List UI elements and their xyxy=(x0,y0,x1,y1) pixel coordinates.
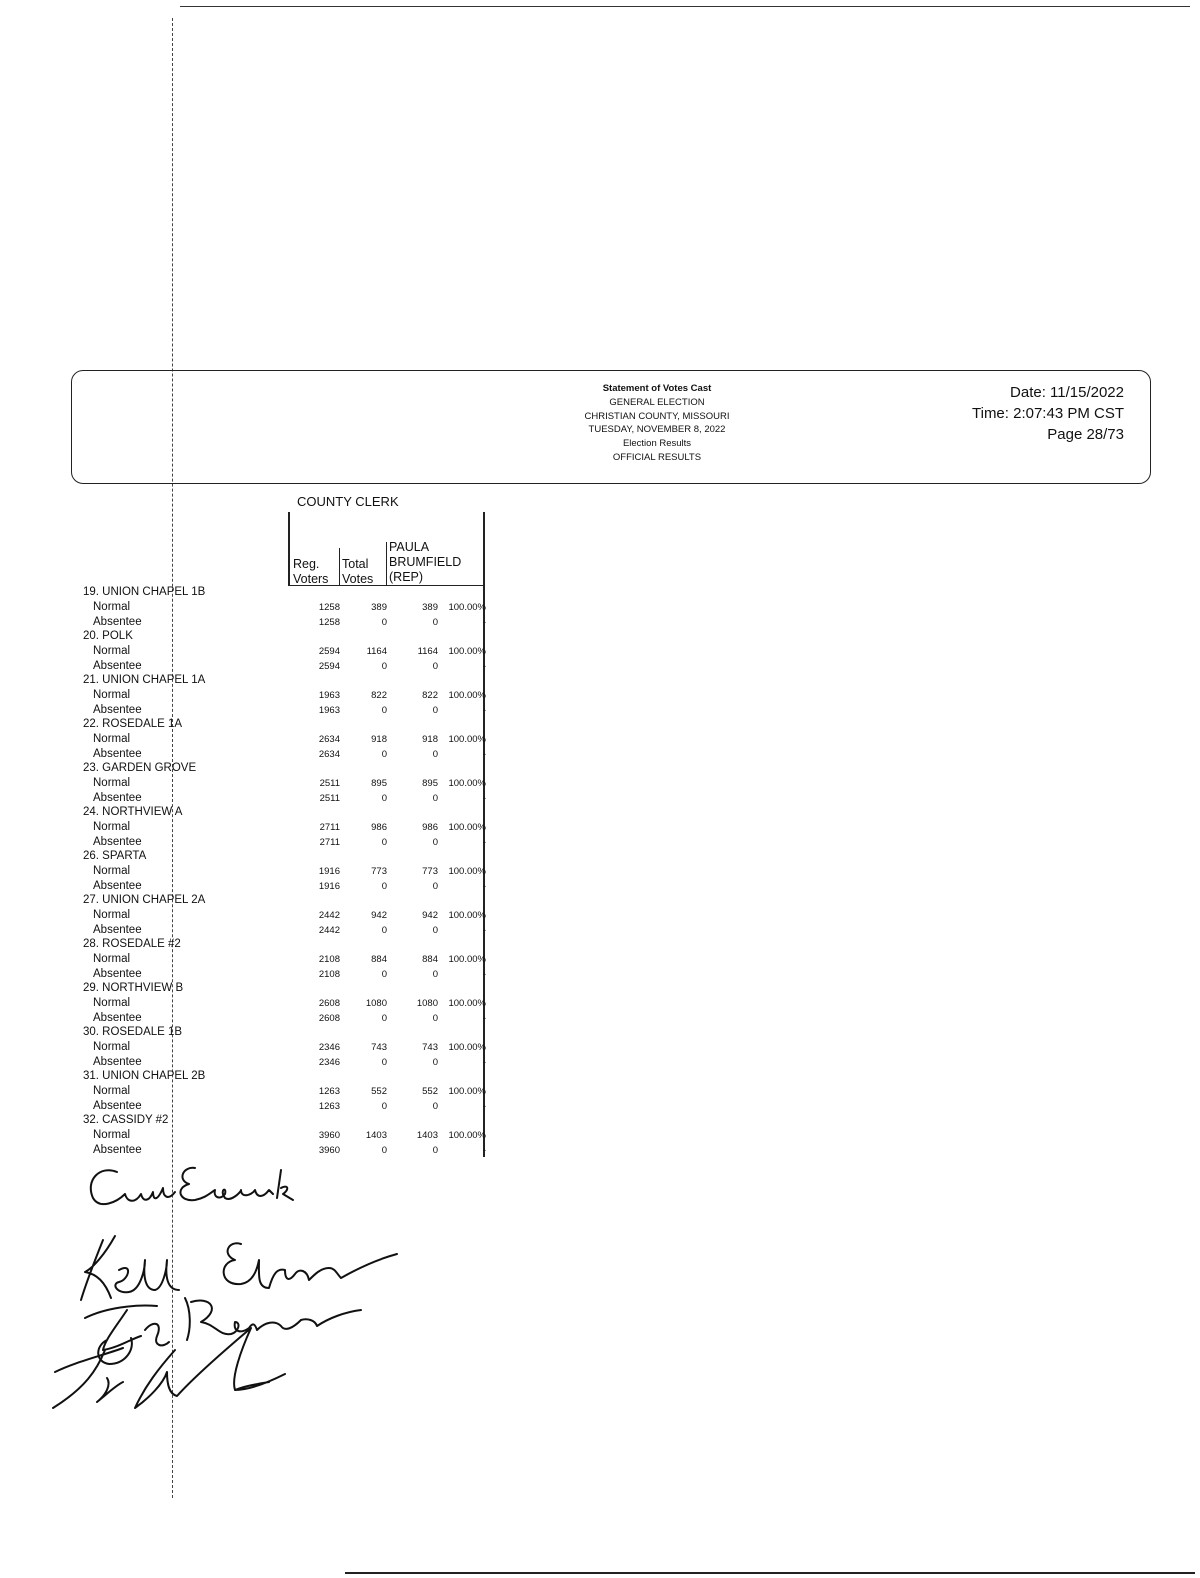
row-label-normal: Normal xyxy=(93,689,131,701)
candidate-votes-value: 986 xyxy=(422,822,438,833)
precinct-name: 32. CASSIDY #2 xyxy=(83,1114,169,1126)
precinct-name: 20. POLK xyxy=(83,630,133,642)
total-votes-value: 0 xyxy=(381,925,387,936)
precinct-block xyxy=(0,982,1200,1026)
reg-voters-value: 1963 xyxy=(318,705,340,716)
candidate-percent-value: - xyxy=(482,1101,486,1112)
total-votes-value: 0 xyxy=(381,793,387,804)
column-divider xyxy=(386,542,387,585)
candidate-votes-value: 1403 xyxy=(416,1130,438,1141)
reg-voters-value: 1263 xyxy=(318,1101,340,1112)
total-votes-value: 942 xyxy=(371,910,387,921)
total-votes-value: 0 xyxy=(381,1101,387,1112)
candidate-percent-value: 100.00% xyxy=(448,602,486,613)
row-label-normal: Normal xyxy=(93,1041,131,1053)
candidate-votes-value: 0 xyxy=(432,617,438,628)
scan-edge-top xyxy=(180,6,1190,7)
row-label-normal: Normal xyxy=(93,1129,131,1141)
row-label-absentee: Absentee xyxy=(93,616,142,628)
reg-voters-value: 2346 xyxy=(318,1042,340,1053)
candidate-percent-value: 100.00% xyxy=(448,1042,486,1053)
row-label-normal: Normal xyxy=(93,601,131,613)
total-votes-value: 773 xyxy=(371,866,387,877)
total-votes-value: 743 xyxy=(371,1042,387,1053)
candidate-percent-value: 100.00% xyxy=(448,778,486,789)
header-line: GENERAL ELECTION xyxy=(609,396,705,408)
candidate-votes-value: 1080 xyxy=(416,998,438,1009)
candidate-percent-value: 100.00% xyxy=(448,646,486,657)
candidate-votes-value: 0 xyxy=(432,1101,438,1112)
reg-voters-value: 2634 xyxy=(318,734,340,745)
reg-voters-value: 2634 xyxy=(318,749,340,760)
header-line: OFFICIAL RESULTS xyxy=(612,451,702,463)
precinct-block xyxy=(0,894,1200,938)
reg-voters-value: 2442 xyxy=(318,910,340,921)
table-left-border xyxy=(288,512,290,585)
total-votes-value: 0 xyxy=(381,661,387,672)
candidate-percent-value: 100.00% xyxy=(448,866,486,877)
precinct-block xyxy=(0,586,1200,630)
candidate-votes-value: 552 xyxy=(422,1086,438,1097)
signature-lisa-reuse xyxy=(85,1298,361,1364)
row-label-absentee: Absentee xyxy=(93,1056,142,1068)
row-label-normal: Normal xyxy=(93,909,131,921)
row-label-absentee: Absentee xyxy=(93,1100,142,1112)
candidate-percent-value: - xyxy=(482,1145,486,1156)
candidate-votes-value: 0 xyxy=(432,661,438,672)
total-votes-value: 1164 xyxy=(366,646,387,657)
reg-voters-value: 2711 xyxy=(319,837,340,848)
total-votes-value: 0 xyxy=(381,705,387,716)
candidate-votes-value: 895 xyxy=(422,778,438,789)
row-label-normal: Normal xyxy=(93,645,131,657)
candidate-votes-value: 743 xyxy=(422,1042,438,1053)
column-candidate: PAULA BRUMFIELD (REP) xyxy=(389,540,462,584)
signatures-image xyxy=(45,1150,405,1420)
header-line: TUESDAY, NOVEMBER 8, 2022 xyxy=(588,424,726,436)
row-label-absentee: Absentee xyxy=(93,924,142,936)
candidate-votes-value: 0 xyxy=(432,1057,438,1068)
candidate-percent-value: - xyxy=(482,705,486,716)
row-label-absentee: Absentee xyxy=(93,748,142,760)
reg-voters-value: 1263 xyxy=(318,1086,340,1097)
precinct-block xyxy=(0,806,1200,850)
candidate-percent-value: 100.00% xyxy=(448,998,486,1009)
report-meta xyxy=(972,382,1124,445)
page-number: Page 28/73 xyxy=(1047,426,1124,443)
header-line: Statement of Votes Cast xyxy=(602,383,712,394)
reg-voters-value: 2108 xyxy=(318,954,340,965)
reg-voters-value: 2711 xyxy=(319,822,340,833)
precinct-name: 21. UNION CHAPEL 1A xyxy=(83,674,206,686)
row-label-normal: Normal xyxy=(93,777,131,789)
candidate-percent-value: 100.00% xyxy=(448,822,486,833)
candidate-votes-value: 0 xyxy=(432,1013,438,1024)
total-votes-value: 552 xyxy=(371,1086,387,1097)
column-reg-voters: Reg. Voters xyxy=(293,557,329,586)
candidate-votes-value: 0 xyxy=(432,925,438,936)
row-label-absentee: Absentee xyxy=(93,880,142,892)
candidate-votes-value: 0 xyxy=(432,1145,438,1156)
candidate-percent-value: - xyxy=(482,881,486,892)
total-votes-value: 0 xyxy=(381,1145,387,1156)
candidate-percent-value: 100.00% xyxy=(448,734,486,745)
candidate-votes-value: 0 xyxy=(432,749,438,760)
row-label-normal: Normal xyxy=(93,865,131,877)
reg-voters-value: 1963 xyxy=(318,690,340,701)
candidate-percent-value: - xyxy=(482,1013,486,1024)
candidate-percent-value: - xyxy=(482,837,486,848)
total-votes-value: 0 xyxy=(381,881,387,892)
reg-voters-value: 1258 xyxy=(318,617,340,628)
candidate-votes-value: 0 xyxy=(432,793,438,804)
candidate-votes-value: 0 xyxy=(432,881,438,892)
report-header xyxy=(71,370,1151,484)
total-votes-value: 0 xyxy=(381,1013,387,1024)
candidate-votes-value: 822 xyxy=(422,690,438,701)
candidate-percent-value: 100.00% xyxy=(448,910,486,921)
reg-voters-value: 1916 xyxy=(318,881,340,892)
candidate-percent-value: 100.00% xyxy=(448,1086,486,1097)
report-time: Time: 2:07:43 PM CST xyxy=(972,405,1124,422)
row-label-normal: Normal xyxy=(93,953,131,965)
reg-voters-value: 2346 xyxy=(318,1057,340,1068)
total-votes-value: 0 xyxy=(381,749,387,760)
total-votes-value: 0 xyxy=(381,837,387,848)
precinct-name: 23. GARDEN GROVE xyxy=(83,762,197,774)
total-votes-value: 0 xyxy=(381,617,387,628)
precinct-name: 24. NORTHVIEW A xyxy=(83,806,183,818)
candidate-percent-value: 100.00% xyxy=(448,954,486,965)
row-label-absentee: Absentee xyxy=(93,660,142,672)
precinct-block xyxy=(0,762,1200,806)
precinct-name: 28. ROSEDALE #2 xyxy=(83,938,181,950)
scan-edge-bottom xyxy=(345,1572,1195,1574)
candidate-votes-value: 918 xyxy=(422,734,438,745)
reg-voters-value: 3960 xyxy=(318,1130,340,1141)
total-votes-value: 884 xyxy=(371,954,387,965)
reg-voters-value: 2511 xyxy=(319,793,340,804)
reg-voters-value: 2594 xyxy=(318,646,340,657)
candidate-percent-value: - xyxy=(482,1057,486,1068)
candidate-percent-value: - xyxy=(482,749,486,760)
row-label-absentee: Absentee xyxy=(93,704,142,716)
precinct-block xyxy=(0,1070,1200,1114)
reg-voters-value: 2511 xyxy=(319,778,340,789)
total-votes-value: 986 xyxy=(371,822,387,833)
total-votes-value: 0 xyxy=(381,1057,387,1068)
precinct-name: 30. ROSEDALE 1B xyxy=(83,1026,183,1038)
candidate-votes-value: 0 xyxy=(432,837,438,848)
column-total-votes: Total Votes xyxy=(342,557,374,586)
reg-voters-value: 1258 xyxy=(318,602,340,613)
candidate-votes-value: 389 xyxy=(422,602,438,613)
precinct-block xyxy=(0,630,1200,674)
reg-voters-value: 2108 xyxy=(318,969,340,980)
total-votes-value: 822 xyxy=(371,690,387,701)
row-label-absentee: Absentee xyxy=(93,1144,142,1156)
reg-voters-value: 2608 xyxy=(318,998,340,1009)
precinct-block xyxy=(0,1026,1200,1070)
row-label-absentee: Absentee xyxy=(93,968,142,980)
total-votes-value: 389 xyxy=(371,602,387,613)
total-votes-value: 918 xyxy=(371,734,387,745)
precinct-name: 27. UNION CHAPEL 2A xyxy=(83,894,206,906)
column-divider xyxy=(339,548,340,585)
candidate-votes-value: 942 xyxy=(422,910,438,921)
signature-carla-essick xyxy=(91,1168,293,1204)
reg-voters-value: 2594 xyxy=(318,661,340,672)
reg-voters-value: 2608 xyxy=(318,1013,340,1024)
candidate-percent-value: - xyxy=(482,661,486,672)
signature-fourth xyxy=(53,1328,285,1408)
header-line: CHRISTIAN COUNTY, MISSOURI xyxy=(584,410,730,422)
precinct-name: 31. UNION CHAPEL 2B xyxy=(83,1070,206,1082)
candidate-votes-value: 0 xyxy=(432,969,438,980)
reg-voters-value: 3960 xyxy=(318,1145,340,1156)
candidate-percent-value: - xyxy=(482,793,486,804)
row-label-absentee: Absentee xyxy=(93,792,142,804)
candidate-percent-value: 100.00% xyxy=(448,690,486,701)
precinct-name: 22. ROSEDALE 1A xyxy=(83,718,183,730)
candidate-votes-value: 773 xyxy=(422,866,438,877)
row-label-normal: Normal xyxy=(93,997,131,1009)
precinct-block xyxy=(0,850,1200,894)
row-label-normal: Normal xyxy=(93,821,131,833)
row-label-normal: Normal xyxy=(93,1085,131,1097)
signature-kelli-elam xyxy=(81,1236,397,1300)
row-label-absentee: Absentee xyxy=(93,1012,142,1024)
total-votes-value: 0 xyxy=(381,969,387,980)
reg-voters-value: 1916 xyxy=(318,866,340,877)
precinct-block xyxy=(0,718,1200,762)
candidate-votes-value: 0 xyxy=(432,705,438,716)
candidate-percent-value: 100.00% xyxy=(448,1130,486,1141)
precinct-name: 19. UNION CHAPEL 1B xyxy=(83,586,206,598)
precinct-name: 29. NORTHVIEW B xyxy=(83,982,184,994)
total-votes-value: 1080 xyxy=(365,998,387,1009)
candidate-votes-value: 1164 xyxy=(417,646,438,657)
row-label-absentee: Absentee xyxy=(93,836,142,848)
total-votes-value: 1403 xyxy=(365,1130,387,1141)
candidate-votes-value: 884 xyxy=(422,954,438,965)
reg-voters-value: 2442 xyxy=(318,925,340,936)
total-votes-value: 895 xyxy=(371,778,387,789)
row-label-normal: Normal xyxy=(93,733,131,745)
candidate-percent-value: - xyxy=(482,969,486,980)
candidate-percent-value: - xyxy=(482,617,486,628)
precinct-block xyxy=(0,938,1200,982)
report-date: Date: 11/15/2022 xyxy=(1010,384,1124,401)
precinct-block xyxy=(0,674,1200,718)
contest-title: COUNTY CLERK xyxy=(297,494,399,509)
precinct-name: 26. SPARTA xyxy=(83,850,147,862)
report-title-block xyxy=(532,382,782,465)
candidate-percent-value: - xyxy=(482,925,486,936)
header-line: Election Results xyxy=(622,438,692,450)
